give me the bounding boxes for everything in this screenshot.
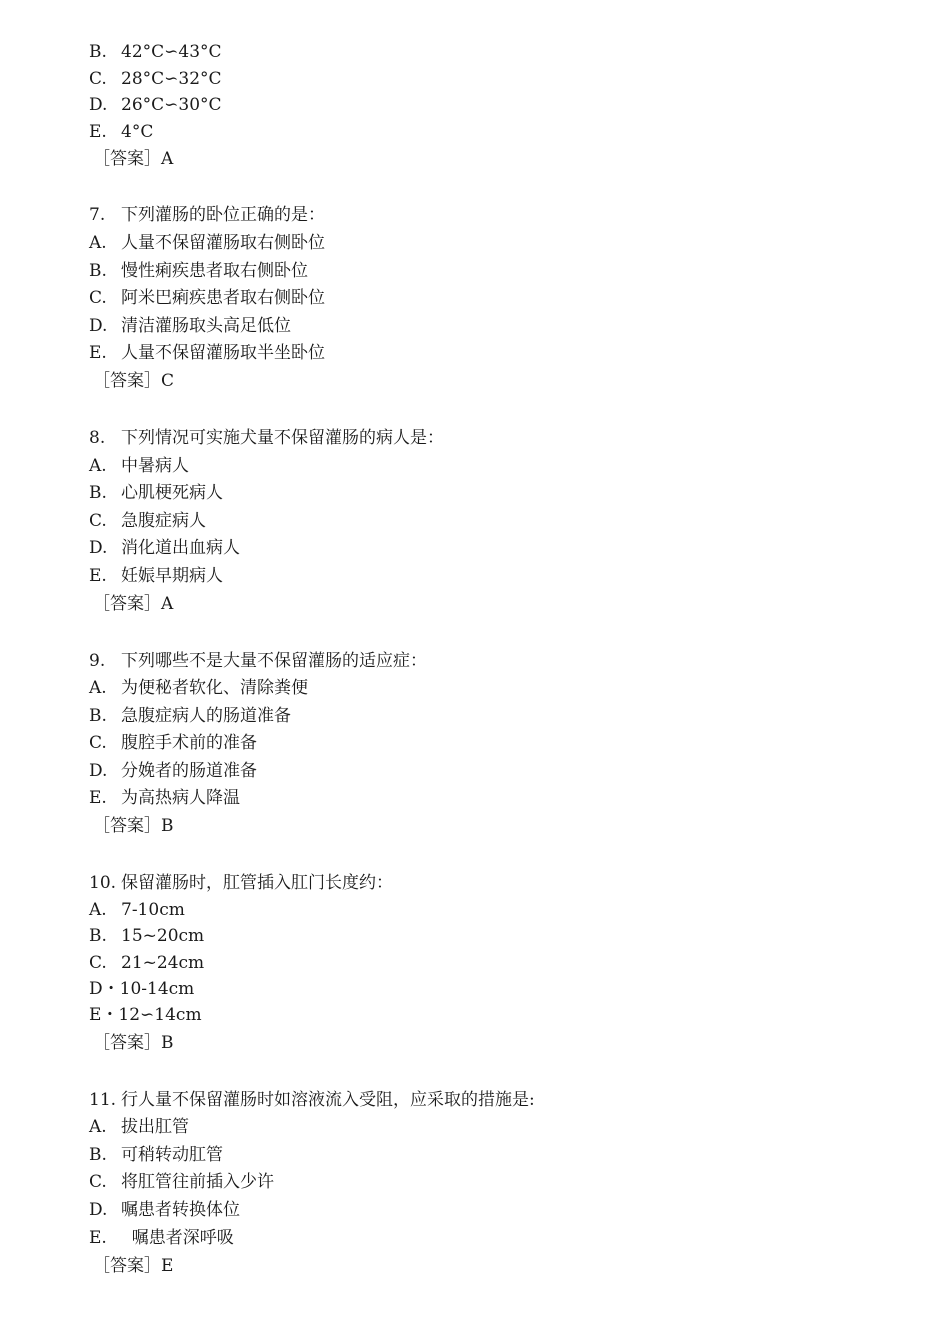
- option-label: A.: [89, 233, 107, 253]
- option-c: [89, 953, 204, 973]
- question-number: 7.: [89, 205, 106, 225]
- answer-line: [93, 1033, 174, 1053]
- answer-line: [93, 1256, 173, 1276]
- option-d: [89, 538, 240, 558]
- question-number: 8.: [89, 428, 106, 448]
- option-text: 人量不保留灌肠取右侧卧位: [121, 233, 325, 253]
- option-text: 急腹症病人: [121, 511, 206, 531]
- option-e: [89, 566, 223, 586]
- option-a: [89, 678, 308, 698]
- option-b: [89, 42, 222, 62]
- option-text: 10-14cm: [119, 979, 195, 999]
- option-text: 急腹症病人的肠道准备: [121, 706, 291, 726]
- option-e: [89, 343, 325, 363]
- option-text: 清洁灌肠取头高足低位: [121, 316, 291, 336]
- option-text: 为便秘者软化、清除粪便: [121, 678, 308, 698]
- option-b: [89, 261, 308, 281]
- option-text: 嘱患者转换体位: [121, 1200, 240, 1220]
- option-e: [89, 788, 240, 808]
- option-label: C.: [89, 69, 107, 89]
- option-e: [89, 1005, 202, 1025]
- option-label: B.: [89, 261, 107, 281]
- question-10: [89, 873, 393, 893]
- answer-text: ［答案］C: [93, 371, 175, 391]
- answer-text: ［答案］A: [93, 594, 174, 614]
- option-b: [89, 926, 204, 946]
- option-label: D.: [89, 316, 108, 336]
- option-text: 嘱患者深呼吸: [121, 1228, 234, 1248]
- question-number: 10.: [89, 873, 117, 893]
- option-label: C.: [89, 733, 107, 753]
- option-label: A.: [89, 1117, 107, 1137]
- option-label: E.: [89, 122, 107, 142]
- option-label: D・: [89, 979, 120, 999]
- option-label: E.: [89, 1228, 107, 1248]
- answer-line: [93, 816, 174, 836]
- option-label: C.: [89, 511, 107, 531]
- option-text: 阿米巴痢疾患者取右侧卧位: [121, 288, 325, 308]
- option-label: D.: [89, 761, 108, 781]
- option-text: 为高热病人降温: [121, 788, 240, 808]
- option-a: [89, 1117, 189, 1137]
- option-c: [89, 288, 325, 308]
- option-text: 腹腔手术前的准备: [121, 733, 257, 753]
- option-label: B.: [89, 706, 107, 726]
- question-text: 行人量不保留灌肠时如溶液流入受阻，应采取的措施是:: [121, 1090, 535, 1110]
- question-9: [89, 651, 427, 671]
- option-label: B.: [89, 42, 107, 62]
- option-label: D.: [89, 1200, 108, 1220]
- option-text: 分娩者的肠道准备: [121, 761, 257, 781]
- option-label: C.: [89, 1172, 107, 1192]
- option-b: [89, 1145, 223, 1165]
- option-label: B.: [89, 926, 107, 946]
- option-e: [89, 1228, 234, 1248]
- option-a: [89, 233, 325, 253]
- answer-line: [93, 594, 173, 614]
- option-c: [89, 1172, 274, 1192]
- option-text: 消化道出血病人: [121, 538, 240, 558]
- option-c: [89, 733, 257, 753]
- option-text: 人量不保留灌肠取半坐卧位: [121, 343, 325, 363]
- question-text: 下列灌肠的卧位正确的是：: [121, 205, 325, 225]
- question-number: 11.: [89, 1090, 117, 1110]
- option-a: [89, 456, 189, 476]
- option-label: E.: [89, 566, 107, 586]
- option-e: [89, 122, 153, 142]
- option-label: D.: [89, 538, 108, 558]
- answer-line: [93, 371, 174, 391]
- option-label: C.: [89, 288, 107, 308]
- option-text: 可稍转动肛管: [121, 1145, 223, 1165]
- option-text: 慢性痢疾患者取右侧卧位: [121, 261, 308, 281]
- option-d: [89, 316, 291, 336]
- answer-text: ［答案］E: [93, 1256, 174, 1276]
- option-text: 7-10cm: [121, 900, 185, 920]
- question-7: [89, 205, 325, 225]
- option-text: 4°C: [121, 122, 154, 142]
- answer-text: ［答案］B: [93, 816, 174, 836]
- question-11: [89, 1090, 535, 1110]
- answer-line: [93, 149, 173, 169]
- question-8: [89, 428, 444, 448]
- option-text: 中暑病人: [121, 456, 189, 476]
- option-d: [89, 1200, 240, 1220]
- option-text: 42°C∽43°C: [121, 42, 222, 62]
- question-text: 下列哪些不是大量不保留灌肠的适应症：: [121, 651, 427, 671]
- option-text: 心肌梗死病人: [121, 483, 223, 503]
- option-text: 12∽14cm: [118, 1005, 202, 1025]
- option-label: B.: [89, 1145, 107, 1165]
- option-text: 妊娠早期病人: [121, 566, 223, 586]
- option-c: [89, 511, 206, 531]
- question-text: 保留灌肠时，肛管插入肛门长度约：: [121, 873, 393, 893]
- option-d: [89, 979, 194, 999]
- option-text: 拔出肛管: [121, 1117, 189, 1137]
- option-label: E.: [89, 343, 107, 363]
- option-text: 26°C∽30°C: [121, 95, 222, 115]
- option-text: 28°C∽32°C: [121, 69, 222, 89]
- option-text: 将肛管往前插入少许: [121, 1172, 274, 1192]
- option-label: A.: [89, 678, 107, 698]
- option-d: [89, 761, 257, 781]
- option-c: [89, 69, 222, 89]
- option-label: A.: [89, 900, 107, 920]
- question-number: 9.: [89, 651, 106, 671]
- option-d: [89, 95, 222, 115]
- option-text: 21~24cm: [121, 953, 205, 973]
- option-b: [89, 706, 291, 726]
- option-label: B.: [89, 483, 107, 503]
- option-label: C.: [89, 953, 107, 973]
- question-text: 下列情况可实施犬量不保留灌肠的病人是：: [121, 428, 444, 448]
- option-label: E.: [89, 788, 107, 808]
- answer-text: ［答案］A: [93, 149, 174, 169]
- option-a: [89, 900, 185, 920]
- option-label: E・: [89, 1005, 119, 1025]
- answer-text: ［答案］B: [93, 1033, 174, 1053]
- option-b: [89, 483, 223, 503]
- option-text: 15~20cm: [121, 926, 205, 946]
- option-label: D.: [89, 95, 108, 115]
- option-label: A.: [89, 456, 107, 476]
